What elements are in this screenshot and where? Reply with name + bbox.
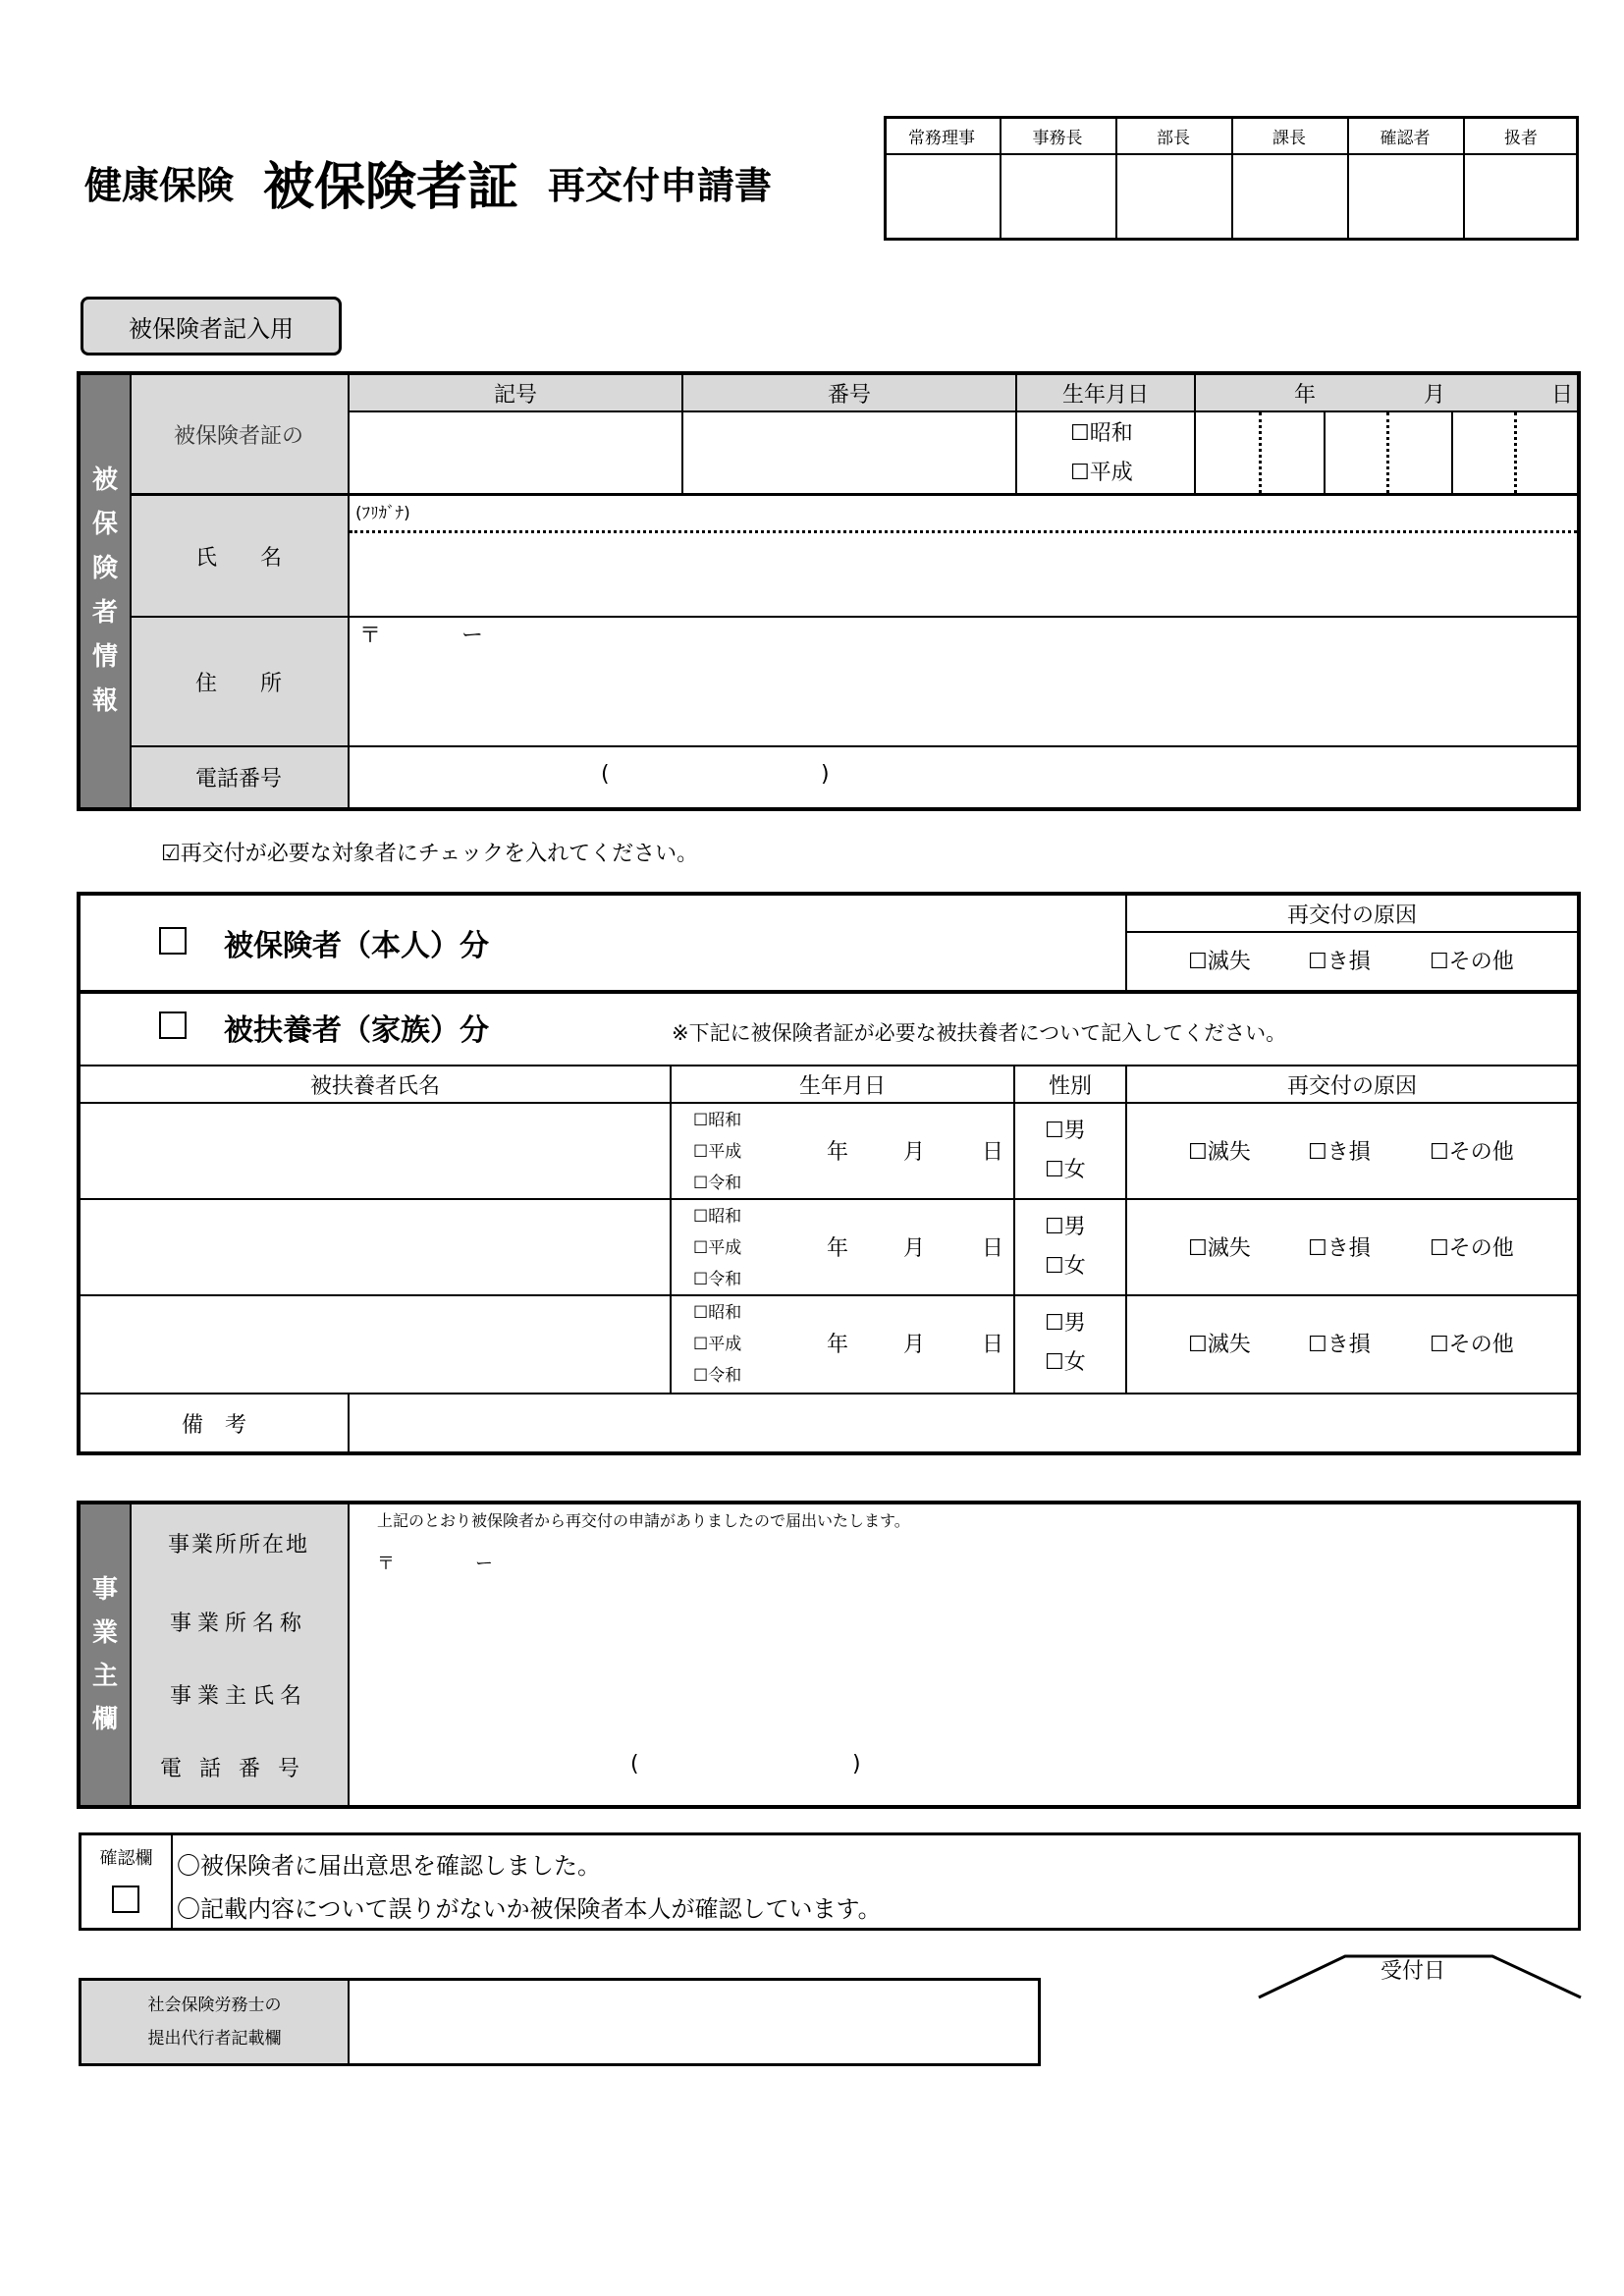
dep-name-field[interactable] xyxy=(81,1104,670,1198)
dep-reason-loss[interactable]: ☐滅失 xyxy=(1188,1333,1251,1357)
dep-era-showa-check[interactable]: ☐昭和 xyxy=(693,1303,742,1323)
confirm-label: 確認欄 xyxy=(99,1848,153,1869)
approval-header-cell: 部長 xyxy=(1157,129,1190,148)
employer-name-label: 事業所名称 xyxy=(169,1611,307,1636)
dep-sex-female-check[interactable]: ☐女 xyxy=(1045,1254,1086,1279)
dep-sex-header: 性別 xyxy=(1048,1073,1092,1099)
employer-postal-mark: 〒 xyxy=(377,1554,395,1574)
approval-header-cell: 確認者 xyxy=(1380,129,1431,148)
dep-era-showa-check[interactable]: ☐昭和 xyxy=(693,1111,742,1130)
dep-era-reiwa-check[interactable]: ☐令和 xyxy=(693,1174,742,1193)
self-reason-loss[interactable]: ☐滅失 xyxy=(1188,950,1251,974)
dep-reason-other[interactable]: ☐その他 xyxy=(1430,1140,1514,1165)
employer-side-label xyxy=(81,1504,130,1805)
confirm-line2: 〇記載内容について誤りがないか被保険者本人が確認しています。 xyxy=(177,1895,882,1923)
side-label-char: 業 xyxy=(91,1618,118,1648)
remarks-field[interactable] xyxy=(350,1394,1577,1451)
self-reason-other[interactable]: ☐その他 xyxy=(1430,950,1514,974)
bango-field[interactable] xyxy=(683,412,1015,493)
sharoushi-label-line2: 提出代行者記載欄 xyxy=(147,2028,282,2049)
side-label-char: 欄 xyxy=(91,1705,118,1734)
dep-era-reiwa-check[interactable]: ☐令和 xyxy=(693,1366,742,1386)
dep-sex-male-check[interactable]: ☐男 xyxy=(1045,1119,1086,1143)
year-header: 年 xyxy=(1294,383,1317,408)
phone-paren-close: ) xyxy=(821,762,830,787)
era-heisei-check[interactable]: ☐平成 xyxy=(1070,461,1133,485)
approval-stamp-cell[interactable] xyxy=(884,155,1000,238)
dep-month-label: 月 xyxy=(903,1333,926,1357)
day-header: 日 xyxy=(1551,383,1574,408)
dep-sex-male-check[interactable]: ☐男 xyxy=(1045,1311,1086,1336)
side-label-char: 被 xyxy=(91,465,118,495)
dep-birth-header: 生年月日 xyxy=(798,1073,886,1099)
address-postal-mark: 〒 xyxy=(359,624,382,648)
furigana-field[interactable] xyxy=(350,496,1577,530)
receipt-date-label: 受付日 xyxy=(1380,1959,1446,1984)
approval-stamp-cell[interactable] xyxy=(1463,155,1579,238)
address-field[interactable] xyxy=(350,618,1577,745)
page-title xyxy=(84,147,772,216)
birth-header: 生年月日 xyxy=(1017,375,1194,410)
side-label-char: 保 xyxy=(91,510,118,539)
title-part3: 再交付申請書 xyxy=(548,163,773,207)
address-postal-dash: ー xyxy=(461,624,484,648)
dep-sex-female-check[interactable]: ☐女 xyxy=(1045,1158,1086,1182)
kigo-field[interactable] xyxy=(350,412,681,493)
dep-era-reiwa-check[interactable]: ☐令和 xyxy=(693,1270,742,1289)
employer-statement: 上記のとおり被保険者から再交付の申請がありましたので届出いたします。 xyxy=(377,1511,910,1530)
dep-day-label: 日 xyxy=(982,1236,1004,1261)
insured-side-label xyxy=(81,375,130,807)
dep-reason-loss[interactable]: ☐滅失 xyxy=(1188,1140,1251,1165)
dep-era-heisei-check[interactable]: ☐平成 xyxy=(693,1335,742,1354)
dep-month-label: 月 xyxy=(903,1236,926,1261)
employer-paren-close: ) xyxy=(852,1752,861,1777)
side-label-char: 報 xyxy=(91,686,118,716)
name-field[interactable] xyxy=(350,533,1577,616)
dep-reason-damage[interactable]: ☐き損 xyxy=(1308,1333,1371,1357)
self-reason-damage[interactable]: ☐き損 xyxy=(1308,950,1371,974)
phone-label: 電話番号 xyxy=(194,767,282,792)
approval-header-cell: 扱者 xyxy=(1504,129,1538,148)
side-label-char: 者 xyxy=(91,598,118,628)
dep-era-heisei-check[interactable]: ☐平成 xyxy=(693,1238,742,1258)
dep-reason-damage[interactable]: ☐き損 xyxy=(1308,1140,1371,1165)
approval-header-cell: 課長 xyxy=(1272,129,1306,148)
employer-postal-dash: ー xyxy=(475,1554,493,1574)
dep-era-showa-check[interactable]: ☐昭和 xyxy=(693,1207,742,1227)
phone-field[interactable] xyxy=(350,747,1577,807)
approval-header-cell: 常務理事 xyxy=(908,129,975,148)
approval-stamp-cell[interactable] xyxy=(1115,155,1231,238)
furigana-label: (ﾌﾘｶﾞﾅ) xyxy=(355,504,410,523)
remarks-label: 備 考 xyxy=(181,1412,246,1438)
employer-name-field[interactable] xyxy=(350,1597,1577,1669)
sharoushi-label-line1: 社会保険労務士の xyxy=(147,1995,282,2015)
employer-owner-label: 事業主氏名 xyxy=(169,1683,307,1709)
family-note: ※下記に被保険者証が必要な被扶養者について記入してください。 xyxy=(672,1021,1287,1045)
approval-header-cell: 事務長 xyxy=(1032,129,1083,148)
dep-reason-header: 再交付の原因 xyxy=(1286,1073,1417,1099)
name-label: 氏 名 xyxy=(194,545,282,571)
employer-location-label: 事業所所在地 xyxy=(167,1532,309,1558)
approval-stamp-cell[interactable] xyxy=(1231,155,1347,238)
month-header: 月 xyxy=(1424,383,1446,408)
self-label: 被保険者（本人）分 xyxy=(224,929,489,963)
approval-stamp-cell[interactable] xyxy=(1000,155,1115,238)
card-label: 被保険者証の xyxy=(173,423,303,449)
dep-era-heisei-check[interactable]: ☐平成 xyxy=(693,1142,742,1162)
employer-phone-field[interactable] xyxy=(350,1742,1577,1801)
dep-year-label: 年 xyxy=(827,1333,849,1357)
dep-day-label: 日 xyxy=(982,1333,1004,1357)
approval-stamp-cell[interactable] xyxy=(1347,155,1463,238)
self-checkbox[interactable] xyxy=(159,927,187,958)
dep-name-header: 被扶養者氏名 xyxy=(309,1073,440,1099)
side-label-char: 主 xyxy=(91,1662,118,1691)
side-label-char: 情 xyxy=(91,642,118,672)
check-note: ☑再交付が必要な対象者にチェックを入れてください。 xyxy=(161,842,699,866)
side-label-char: 事 xyxy=(91,1575,118,1605)
dep-sex-female-check[interactable]: ☐女 xyxy=(1045,1350,1086,1375)
dep-reason-damage[interactable]: ☐き損 xyxy=(1308,1236,1371,1261)
dep-year-label: 年 xyxy=(827,1140,849,1165)
address-label: 住 所 xyxy=(194,671,282,696)
sharoushi-field[interactable] xyxy=(350,1981,1038,2063)
family-label: 被扶養者（家族）分 xyxy=(224,1013,489,1048)
bango-header: 番号 xyxy=(683,375,1015,410)
family-checkbox[interactable] xyxy=(159,1011,187,1043)
dep-reason-loss[interactable]: ☐滅失 xyxy=(1188,1236,1251,1261)
dep-name-field[interactable] xyxy=(81,1200,670,1294)
side-label-char: 険 xyxy=(91,554,118,583)
employer-location-field[interactable] xyxy=(350,1542,1577,1597)
dep-reason-other[interactable]: ☐その他 xyxy=(1430,1236,1514,1261)
dep-day-label: 日 xyxy=(982,1140,1004,1165)
kigo-header: 記号 xyxy=(350,375,681,410)
employer-owner-field[interactable] xyxy=(350,1669,1577,1742)
dep-month-label: 月 xyxy=(903,1140,926,1165)
employer-phone-label: 電話番号 xyxy=(159,1756,317,1781)
era-showa-check[interactable]: ☐昭和 xyxy=(1070,421,1133,446)
ymd-header xyxy=(1196,375,1577,410)
dep-reason-other[interactable]: ☐その他 xyxy=(1430,1333,1514,1357)
title-part1: 健康保険 xyxy=(84,163,235,207)
phone-paren-open: ( xyxy=(601,762,610,787)
birth-date-field[interactable] xyxy=(1196,412,1577,493)
dep-name-field[interactable] xyxy=(81,1296,670,1391)
confirm-line1: 〇被保険者に届出意思を確認しました。 xyxy=(177,1852,601,1880)
title-part2: 被保険者証 xyxy=(263,157,519,217)
confirm-checkbox[interactable] xyxy=(112,1886,139,1917)
dep-sex-male-check[interactable]: ☐男 xyxy=(1045,1215,1086,1239)
insured-section-tab: 被保険者記入用 xyxy=(81,297,342,355)
employer-paren-open: ( xyxy=(630,1752,639,1777)
self-reason-header: 再交付の原因 xyxy=(1286,902,1417,928)
dep-year-label: 年 xyxy=(827,1236,849,1261)
